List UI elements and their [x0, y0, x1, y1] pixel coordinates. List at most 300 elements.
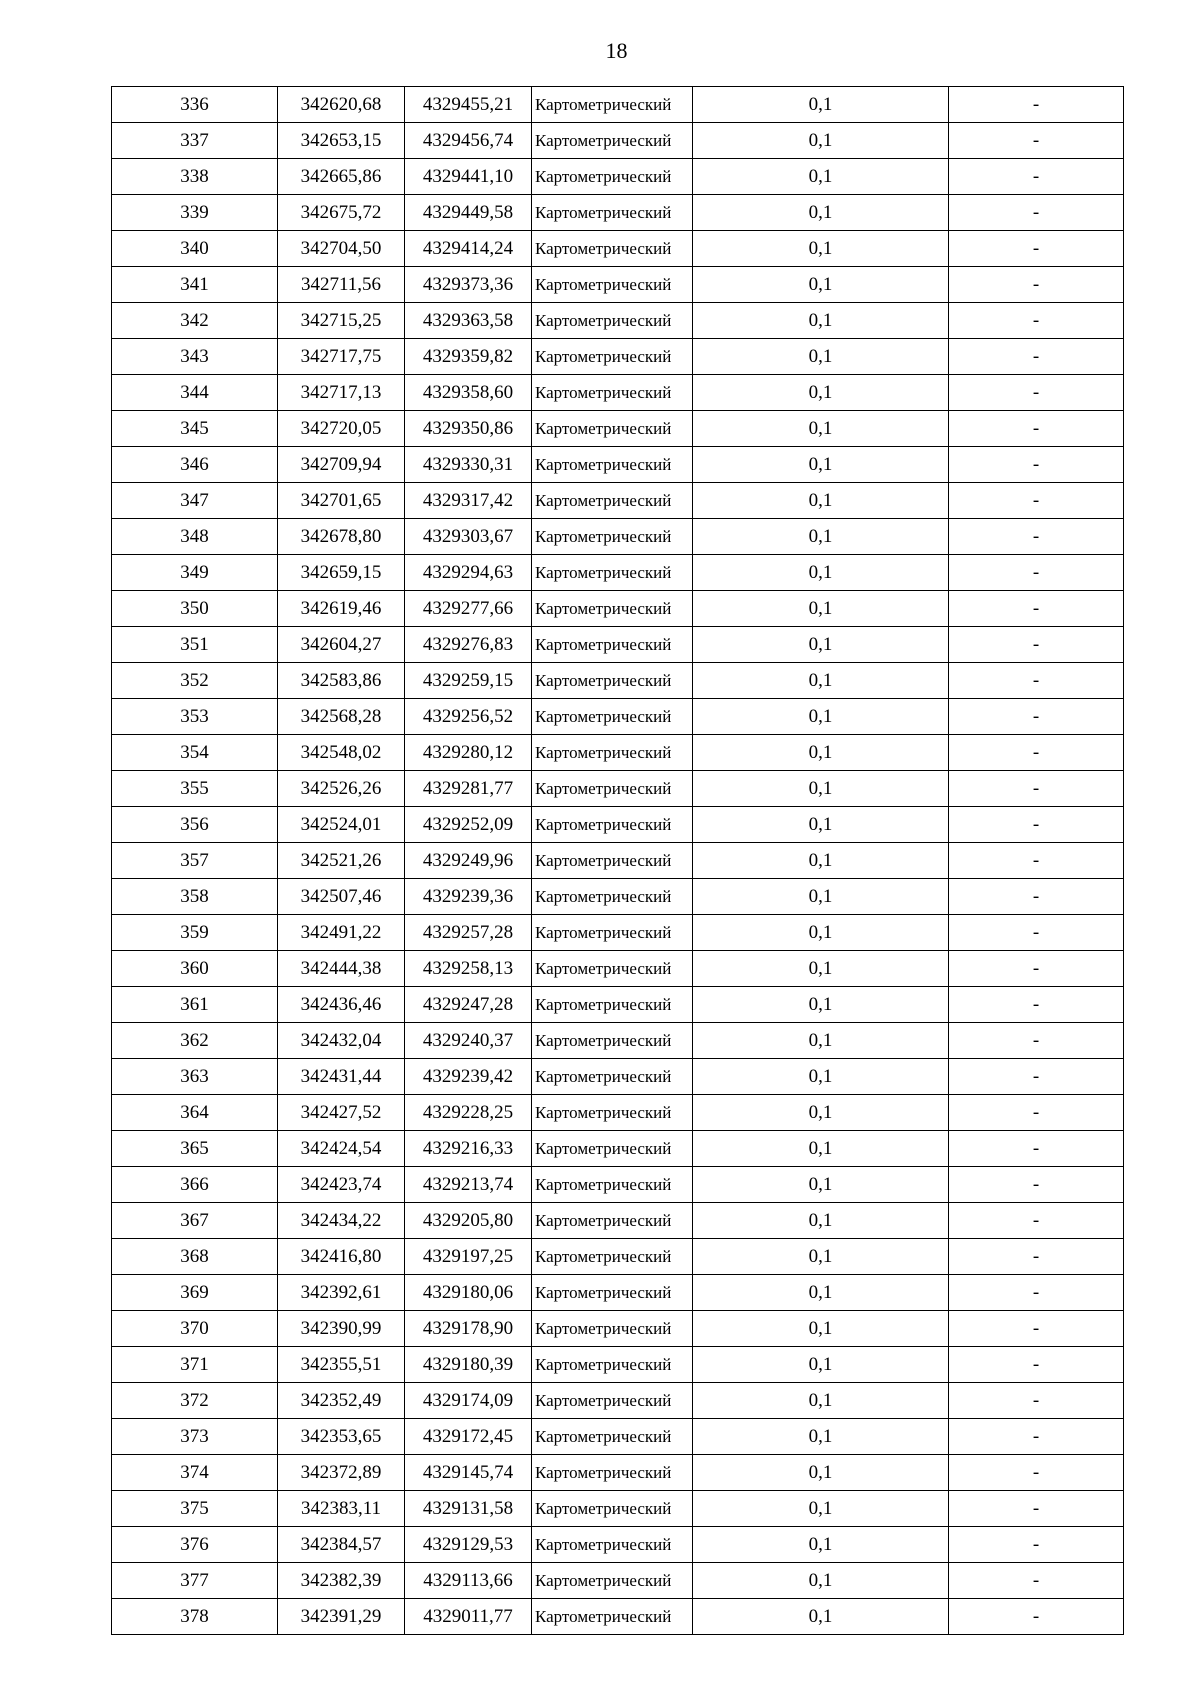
method-cell: Картометрический [532, 1275, 693, 1311]
accuracy-cell: 0,1 [693, 231, 949, 267]
x-coordinate-cell: 342423,74 [278, 1167, 405, 1203]
note-cell: - [949, 519, 1124, 555]
method-cell: Картометрический [532, 807, 693, 843]
table-row [112, 1023, 1124, 1059]
y-coordinate-cell: 4329256,52 [405, 699, 532, 735]
point-number-cell: 371 [112, 1347, 278, 1383]
y-coordinate-cell: 4329281,77 [405, 771, 532, 807]
note-cell: - [949, 735, 1124, 771]
table-row [112, 1275, 1124, 1311]
x-coordinate-cell: 342391,29 [278, 1599, 405, 1635]
method-cell: Картометрический [532, 771, 693, 807]
accuracy-cell: 0,1 [693, 1347, 949, 1383]
point-number-cell: 376 [112, 1527, 278, 1563]
note-cell: - [949, 915, 1124, 951]
y-coordinate-cell: 4329276,83 [405, 627, 532, 663]
note-cell: - [949, 1059, 1124, 1095]
method-cell: Картометрический [532, 1563, 693, 1599]
coordinates-table [111, 86, 1124, 1635]
accuracy-cell: 0,1 [693, 1527, 949, 1563]
y-coordinate-cell: 4329180,39 [405, 1347, 532, 1383]
method-cell: Картометрический [532, 87, 693, 123]
x-coordinate-cell: 342383,11 [278, 1491, 405, 1527]
x-coordinate-cell: 342424,54 [278, 1131, 405, 1167]
point-number-cell: 374 [112, 1455, 278, 1491]
table-row [112, 915, 1124, 951]
point-number-cell: 355 [112, 771, 278, 807]
method-cell: Картометрический [532, 1491, 693, 1527]
point-number-cell: 350 [112, 591, 278, 627]
x-coordinate-cell: 342431,44 [278, 1059, 405, 1095]
x-coordinate-cell: 342675,72 [278, 195, 405, 231]
point-number-cell: 348 [112, 519, 278, 555]
point-number-cell: 365 [112, 1131, 278, 1167]
point-number-cell: 363 [112, 1059, 278, 1095]
accuracy-cell: 0,1 [693, 591, 949, 627]
method-cell: Картометрический [532, 231, 693, 267]
point-number-cell: 337 [112, 123, 278, 159]
x-coordinate-cell: 342715,25 [278, 303, 405, 339]
note-cell: - [949, 951, 1124, 987]
method-cell: Картометрический [532, 699, 693, 735]
method-cell: Картометрический [532, 267, 693, 303]
note-cell: - [949, 159, 1124, 195]
y-coordinate-cell: 4329205,80 [405, 1203, 532, 1239]
method-cell: Картометрический [532, 411, 693, 447]
note-cell: - [949, 1095, 1124, 1131]
table-row [112, 627, 1124, 663]
point-number-cell: 361 [112, 987, 278, 1023]
accuracy-cell: 0,1 [693, 1491, 949, 1527]
y-coordinate-cell: 4329373,36 [405, 267, 532, 303]
accuracy-cell: 0,1 [693, 1563, 949, 1599]
point-number-cell: 356 [112, 807, 278, 843]
x-coordinate-cell: 342717,13 [278, 375, 405, 411]
accuracy-cell: 0,1 [693, 1311, 949, 1347]
x-coordinate-cell: 342372,89 [278, 1455, 405, 1491]
x-coordinate-cell: 342355,51 [278, 1347, 405, 1383]
accuracy-cell: 0,1 [693, 771, 949, 807]
table-row [112, 1239, 1124, 1275]
x-coordinate-cell: 342526,26 [278, 771, 405, 807]
x-coordinate-cell: 342382,39 [278, 1563, 405, 1599]
point-number-cell: 366 [112, 1167, 278, 1203]
y-coordinate-cell: 4329303,67 [405, 519, 532, 555]
y-coordinate-cell: 4329359,82 [405, 339, 532, 375]
table-row [112, 483, 1124, 519]
accuracy-cell: 0,1 [693, 1203, 949, 1239]
y-coordinate-cell: 4329247,28 [405, 987, 532, 1023]
method-cell: Картометрический [532, 843, 693, 879]
accuracy-cell: 0,1 [693, 807, 949, 843]
y-coordinate-cell: 4329011,77 [405, 1599, 532, 1635]
method-cell: Картометрический [532, 1419, 693, 1455]
x-coordinate-cell: 342659,15 [278, 555, 405, 591]
point-number-cell: 364 [112, 1095, 278, 1131]
table-row [112, 807, 1124, 843]
method-cell: Картометрический [532, 1167, 693, 1203]
note-cell: - [949, 87, 1124, 123]
table-row [112, 1419, 1124, 1455]
y-coordinate-cell: 4329216,33 [405, 1131, 532, 1167]
point-number-cell: 339 [112, 195, 278, 231]
x-coordinate-cell: 342720,05 [278, 411, 405, 447]
y-coordinate-cell: 4329172,45 [405, 1419, 532, 1455]
y-coordinate-cell: 4329197,25 [405, 1239, 532, 1275]
y-coordinate-cell: 4329363,58 [405, 303, 532, 339]
y-coordinate-cell: 4329113,66 [405, 1563, 532, 1599]
note-cell: - [949, 195, 1124, 231]
x-coordinate-cell: 342491,22 [278, 915, 405, 951]
table-row [112, 87, 1124, 123]
point-number-cell: 336 [112, 87, 278, 123]
x-coordinate-cell: 342568,28 [278, 699, 405, 735]
table-row [112, 699, 1124, 735]
table-row [112, 555, 1124, 591]
note-cell: - [949, 1131, 1124, 1167]
note-cell: - [949, 591, 1124, 627]
x-coordinate-cell: 342521,26 [278, 843, 405, 879]
y-coordinate-cell: 4329145,74 [405, 1455, 532, 1491]
x-coordinate-cell: 342507,46 [278, 879, 405, 915]
x-coordinate-cell: 342604,27 [278, 627, 405, 663]
method-cell: Картометрический [532, 159, 693, 195]
accuracy-cell: 0,1 [693, 915, 949, 951]
method-cell: Картометрический [532, 627, 693, 663]
method-cell: Картометрический [532, 1203, 693, 1239]
method-cell: Картометрический [532, 1455, 693, 1491]
method-cell: Картометрический [532, 339, 693, 375]
coordinates-table-body [112, 87, 1124, 1635]
y-coordinate-cell: 4329259,15 [405, 663, 532, 699]
method-cell: Картометрический [532, 663, 693, 699]
x-coordinate-cell: 342524,01 [278, 807, 405, 843]
table-row [112, 591, 1124, 627]
table-row [112, 1383, 1124, 1419]
method-cell: Картометрический [532, 951, 693, 987]
x-coordinate-cell: 342432,04 [278, 1023, 405, 1059]
accuracy-cell: 0,1 [693, 483, 949, 519]
point-number-cell: 377 [112, 1563, 278, 1599]
x-coordinate-cell: 342701,65 [278, 483, 405, 519]
x-coordinate-cell: 342620,68 [278, 87, 405, 123]
table-row [112, 1059, 1124, 1095]
table-row [112, 195, 1124, 231]
table-row [112, 1311, 1124, 1347]
y-coordinate-cell: 4329358,60 [405, 375, 532, 411]
table-row [112, 1527, 1124, 1563]
accuracy-cell: 0,1 [693, 627, 949, 663]
x-coordinate-cell: 342709,94 [278, 447, 405, 483]
note-cell: - [949, 303, 1124, 339]
note-cell: - [949, 879, 1124, 915]
accuracy-cell: 0,1 [693, 1419, 949, 1455]
x-coordinate-cell: 342392,61 [278, 1275, 405, 1311]
y-coordinate-cell: 4329350,86 [405, 411, 532, 447]
accuracy-cell: 0,1 [693, 663, 949, 699]
accuracy-cell: 0,1 [693, 879, 949, 915]
accuracy-cell: 0,1 [693, 555, 949, 591]
note-cell: - [949, 1527, 1124, 1563]
note-cell: - [949, 1347, 1124, 1383]
accuracy-cell: 0,1 [693, 519, 949, 555]
x-coordinate-cell: 342384,57 [278, 1527, 405, 1563]
method-cell: Картометрический [532, 1311, 693, 1347]
table-row [112, 1131, 1124, 1167]
x-coordinate-cell: 342704,50 [278, 231, 405, 267]
y-coordinate-cell: 4329258,13 [405, 951, 532, 987]
table-row [112, 339, 1124, 375]
note-cell: - [949, 1599, 1124, 1635]
table-row [112, 519, 1124, 555]
x-coordinate-cell: 342434,22 [278, 1203, 405, 1239]
method-cell: Картометрический [532, 1095, 693, 1131]
note-cell: - [949, 1455, 1124, 1491]
note-cell: - [949, 231, 1124, 267]
y-coordinate-cell: 4329294,63 [405, 555, 532, 591]
point-number-cell: 369 [112, 1275, 278, 1311]
method-cell: Картометрический [532, 375, 693, 411]
method-cell: Картометрический [532, 1383, 693, 1419]
table-row [112, 231, 1124, 267]
y-coordinate-cell: 4329330,31 [405, 447, 532, 483]
note-cell: - [949, 1275, 1124, 1311]
x-coordinate-cell: 342619,46 [278, 591, 405, 627]
accuracy-cell: 0,1 [693, 1599, 949, 1635]
note-cell: - [949, 1311, 1124, 1347]
table-row [112, 1347, 1124, 1383]
point-number-cell: 378 [112, 1599, 278, 1635]
point-number-cell: 373 [112, 1419, 278, 1455]
note-cell: - [949, 411, 1124, 447]
accuracy-cell: 0,1 [693, 267, 949, 303]
accuracy-cell: 0,1 [693, 411, 949, 447]
point-number-cell: 346 [112, 447, 278, 483]
method-cell: Картометрический [532, 735, 693, 771]
accuracy-cell: 0,1 [693, 375, 949, 411]
table-row [112, 771, 1124, 807]
point-number-cell: 353 [112, 699, 278, 735]
table-row [112, 879, 1124, 915]
x-coordinate-cell: 342548,02 [278, 735, 405, 771]
note-cell: - [949, 987, 1124, 1023]
table-row [112, 303, 1124, 339]
note-cell: - [949, 339, 1124, 375]
table-row [112, 123, 1124, 159]
point-number-cell: 349 [112, 555, 278, 591]
note-cell: - [949, 447, 1124, 483]
y-coordinate-cell: 4329174,09 [405, 1383, 532, 1419]
method-cell: Картометрический [532, 123, 693, 159]
method-cell: Картометрический [532, 987, 693, 1023]
x-coordinate-cell: 342653,15 [278, 123, 405, 159]
table-row [112, 1599, 1124, 1635]
note-cell: - [949, 1239, 1124, 1275]
method-cell: Картометрический [532, 879, 693, 915]
method-cell: Картометрический [532, 303, 693, 339]
table-row [112, 1167, 1124, 1203]
x-coordinate-cell: 342665,86 [278, 159, 405, 195]
y-coordinate-cell: 4329414,24 [405, 231, 532, 267]
point-number-cell: 343 [112, 339, 278, 375]
x-coordinate-cell: 342583,86 [278, 663, 405, 699]
accuracy-cell: 0,1 [693, 1059, 949, 1095]
accuracy-cell: 0,1 [693, 339, 949, 375]
table-row [112, 267, 1124, 303]
y-coordinate-cell: 4329252,09 [405, 807, 532, 843]
point-number-cell: 370 [112, 1311, 278, 1347]
note-cell: - [949, 1167, 1124, 1203]
x-coordinate-cell: 342352,49 [278, 1383, 405, 1419]
table-row [112, 375, 1124, 411]
point-number-cell: 342 [112, 303, 278, 339]
table-row [112, 843, 1124, 879]
point-number-cell: 359 [112, 915, 278, 951]
y-coordinate-cell: 4329317,42 [405, 483, 532, 519]
table-row [112, 411, 1124, 447]
table-row [112, 1491, 1124, 1527]
accuracy-cell: 0,1 [693, 1167, 949, 1203]
y-coordinate-cell: 4329277,66 [405, 591, 532, 627]
method-cell: Картометрический [532, 519, 693, 555]
accuracy-cell: 0,1 [693, 303, 949, 339]
point-number-cell: 344 [112, 375, 278, 411]
note-cell: - [949, 699, 1124, 735]
accuracy-cell: 0,1 [693, 159, 949, 195]
point-number-cell: 367 [112, 1203, 278, 1239]
table-row [112, 159, 1124, 195]
accuracy-cell: 0,1 [693, 1131, 949, 1167]
method-cell: Картометрический [532, 447, 693, 483]
accuracy-cell: 0,1 [693, 1023, 949, 1059]
point-number-cell: 372 [112, 1383, 278, 1419]
x-coordinate-cell: 342390,99 [278, 1311, 405, 1347]
table-row [112, 987, 1124, 1023]
table-row [112, 1455, 1124, 1491]
point-number-cell: 347 [112, 483, 278, 519]
accuracy-cell: 0,1 [693, 987, 949, 1023]
accuracy-cell: 0,1 [693, 1239, 949, 1275]
point-number-cell: 360 [112, 951, 278, 987]
accuracy-cell: 0,1 [693, 1455, 949, 1491]
y-coordinate-cell: 4329239,42 [405, 1059, 532, 1095]
y-coordinate-cell: 4329456,74 [405, 123, 532, 159]
method-cell: Картометрический [532, 591, 693, 627]
note-cell: - [949, 1491, 1124, 1527]
note-cell: - [949, 1383, 1124, 1419]
note-cell: - [949, 375, 1124, 411]
point-number-cell: 345 [112, 411, 278, 447]
point-number-cell: 352 [112, 663, 278, 699]
y-coordinate-cell: 4329228,25 [405, 1095, 532, 1131]
note-cell: - [949, 663, 1124, 699]
table-row [112, 735, 1124, 771]
point-number-cell: 368 [112, 1239, 278, 1275]
x-coordinate-cell: 342353,65 [278, 1419, 405, 1455]
point-number-cell: 358 [112, 879, 278, 915]
point-number-cell: 351 [112, 627, 278, 663]
accuracy-cell: 0,1 [693, 843, 949, 879]
y-coordinate-cell: 4329178,90 [405, 1311, 532, 1347]
accuracy-cell: 0,1 [693, 123, 949, 159]
y-coordinate-cell: 4329280,12 [405, 735, 532, 771]
y-coordinate-cell: 4329240,37 [405, 1023, 532, 1059]
accuracy-cell: 0,1 [693, 195, 949, 231]
x-coordinate-cell: 342444,38 [278, 951, 405, 987]
note-cell: - [949, 1563, 1124, 1599]
method-cell: Картометрический [532, 195, 693, 231]
y-coordinate-cell: 4329249,96 [405, 843, 532, 879]
method-cell: Картометрический [532, 1131, 693, 1167]
y-coordinate-cell: 4329213,74 [405, 1167, 532, 1203]
x-coordinate-cell: 342436,46 [278, 987, 405, 1023]
accuracy-cell: 0,1 [693, 699, 949, 735]
point-number-cell: 375 [112, 1491, 278, 1527]
y-coordinate-cell: 4329449,58 [405, 195, 532, 231]
table-row [112, 663, 1124, 699]
method-cell: Картометрический [532, 555, 693, 591]
method-cell: Картометрический [532, 1347, 693, 1383]
table-row [112, 447, 1124, 483]
note-cell: - [949, 1419, 1124, 1455]
accuracy-cell: 0,1 [693, 1095, 949, 1131]
point-number-cell: 354 [112, 735, 278, 771]
accuracy-cell: 0,1 [693, 87, 949, 123]
method-cell: Картометрический [532, 1239, 693, 1275]
x-coordinate-cell: 342711,56 [278, 267, 405, 303]
point-number-cell: 362 [112, 1023, 278, 1059]
point-number-cell: 340 [112, 231, 278, 267]
x-coordinate-cell: 342717,75 [278, 339, 405, 375]
note-cell: - [949, 123, 1124, 159]
accuracy-cell: 0,1 [693, 1383, 949, 1419]
point-number-cell: 338 [112, 159, 278, 195]
note-cell: - [949, 1203, 1124, 1239]
y-coordinate-cell: 4329257,28 [405, 915, 532, 951]
note-cell: - [949, 807, 1124, 843]
method-cell: Картометрический [532, 1527, 693, 1563]
x-coordinate-cell: 342678,80 [278, 519, 405, 555]
table-row [112, 1203, 1124, 1239]
method-cell: Картометрический [532, 1599, 693, 1635]
method-cell: Картометрический [532, 1023, 693, 1059]
point-number-cell: 341 [112, 267, 278, 303]
x-coordinate-cell: 342427,52 [278, 1095, 405, 1131]
table-row [112, 951, 1124, 987]
accuracy-cell: 0,1 [693, 447, 949, 483]
note-cell: - [949, 555, 1124, 591]
y-coordinate-cell: 4329180,06 [405, 1275, 532, 1311]
note-cell: - [949, 1023, 1124, 1059]
y-coordinate-cell: 4329455,21 [405, 87, 532, 123]
accuracy-cell: 0,1 [693, 951, 949, 987]
method-cell: Картометрический [532, 483, 693, 519]
y-coordinate-cell: 4329131,58 [405, 1491, 532, 1527]
note-cell: - [949, 267, 1124, 303]
note-cell: - [949, 843, 1124, 879]
note-cell: - [949, 627, 1124, 663]
method-cell: Картометрический [532, 1059, 693, 1095]
page-number: 18 [605, 38, 628, 63]
x-coordinate-cell: 342416,80 [278, 1239, 405, 1275]
y-coordinate-cell: 4329239,36 [405, 879, 532, 915]
table-row [112, 1095, 1124, 1131]
table-row [112, 1563, 1124, 1599]
accuracy-cell: 0,1 [693, 1275, 949, 1311]
y-coordinate-cell: 4329129,53 [405, 1527, 532, 1563]
accuracy-cell: 0,1 [693, 735, 949, 771]
method-cell: Картометрический [532, 915, 693, 951]
